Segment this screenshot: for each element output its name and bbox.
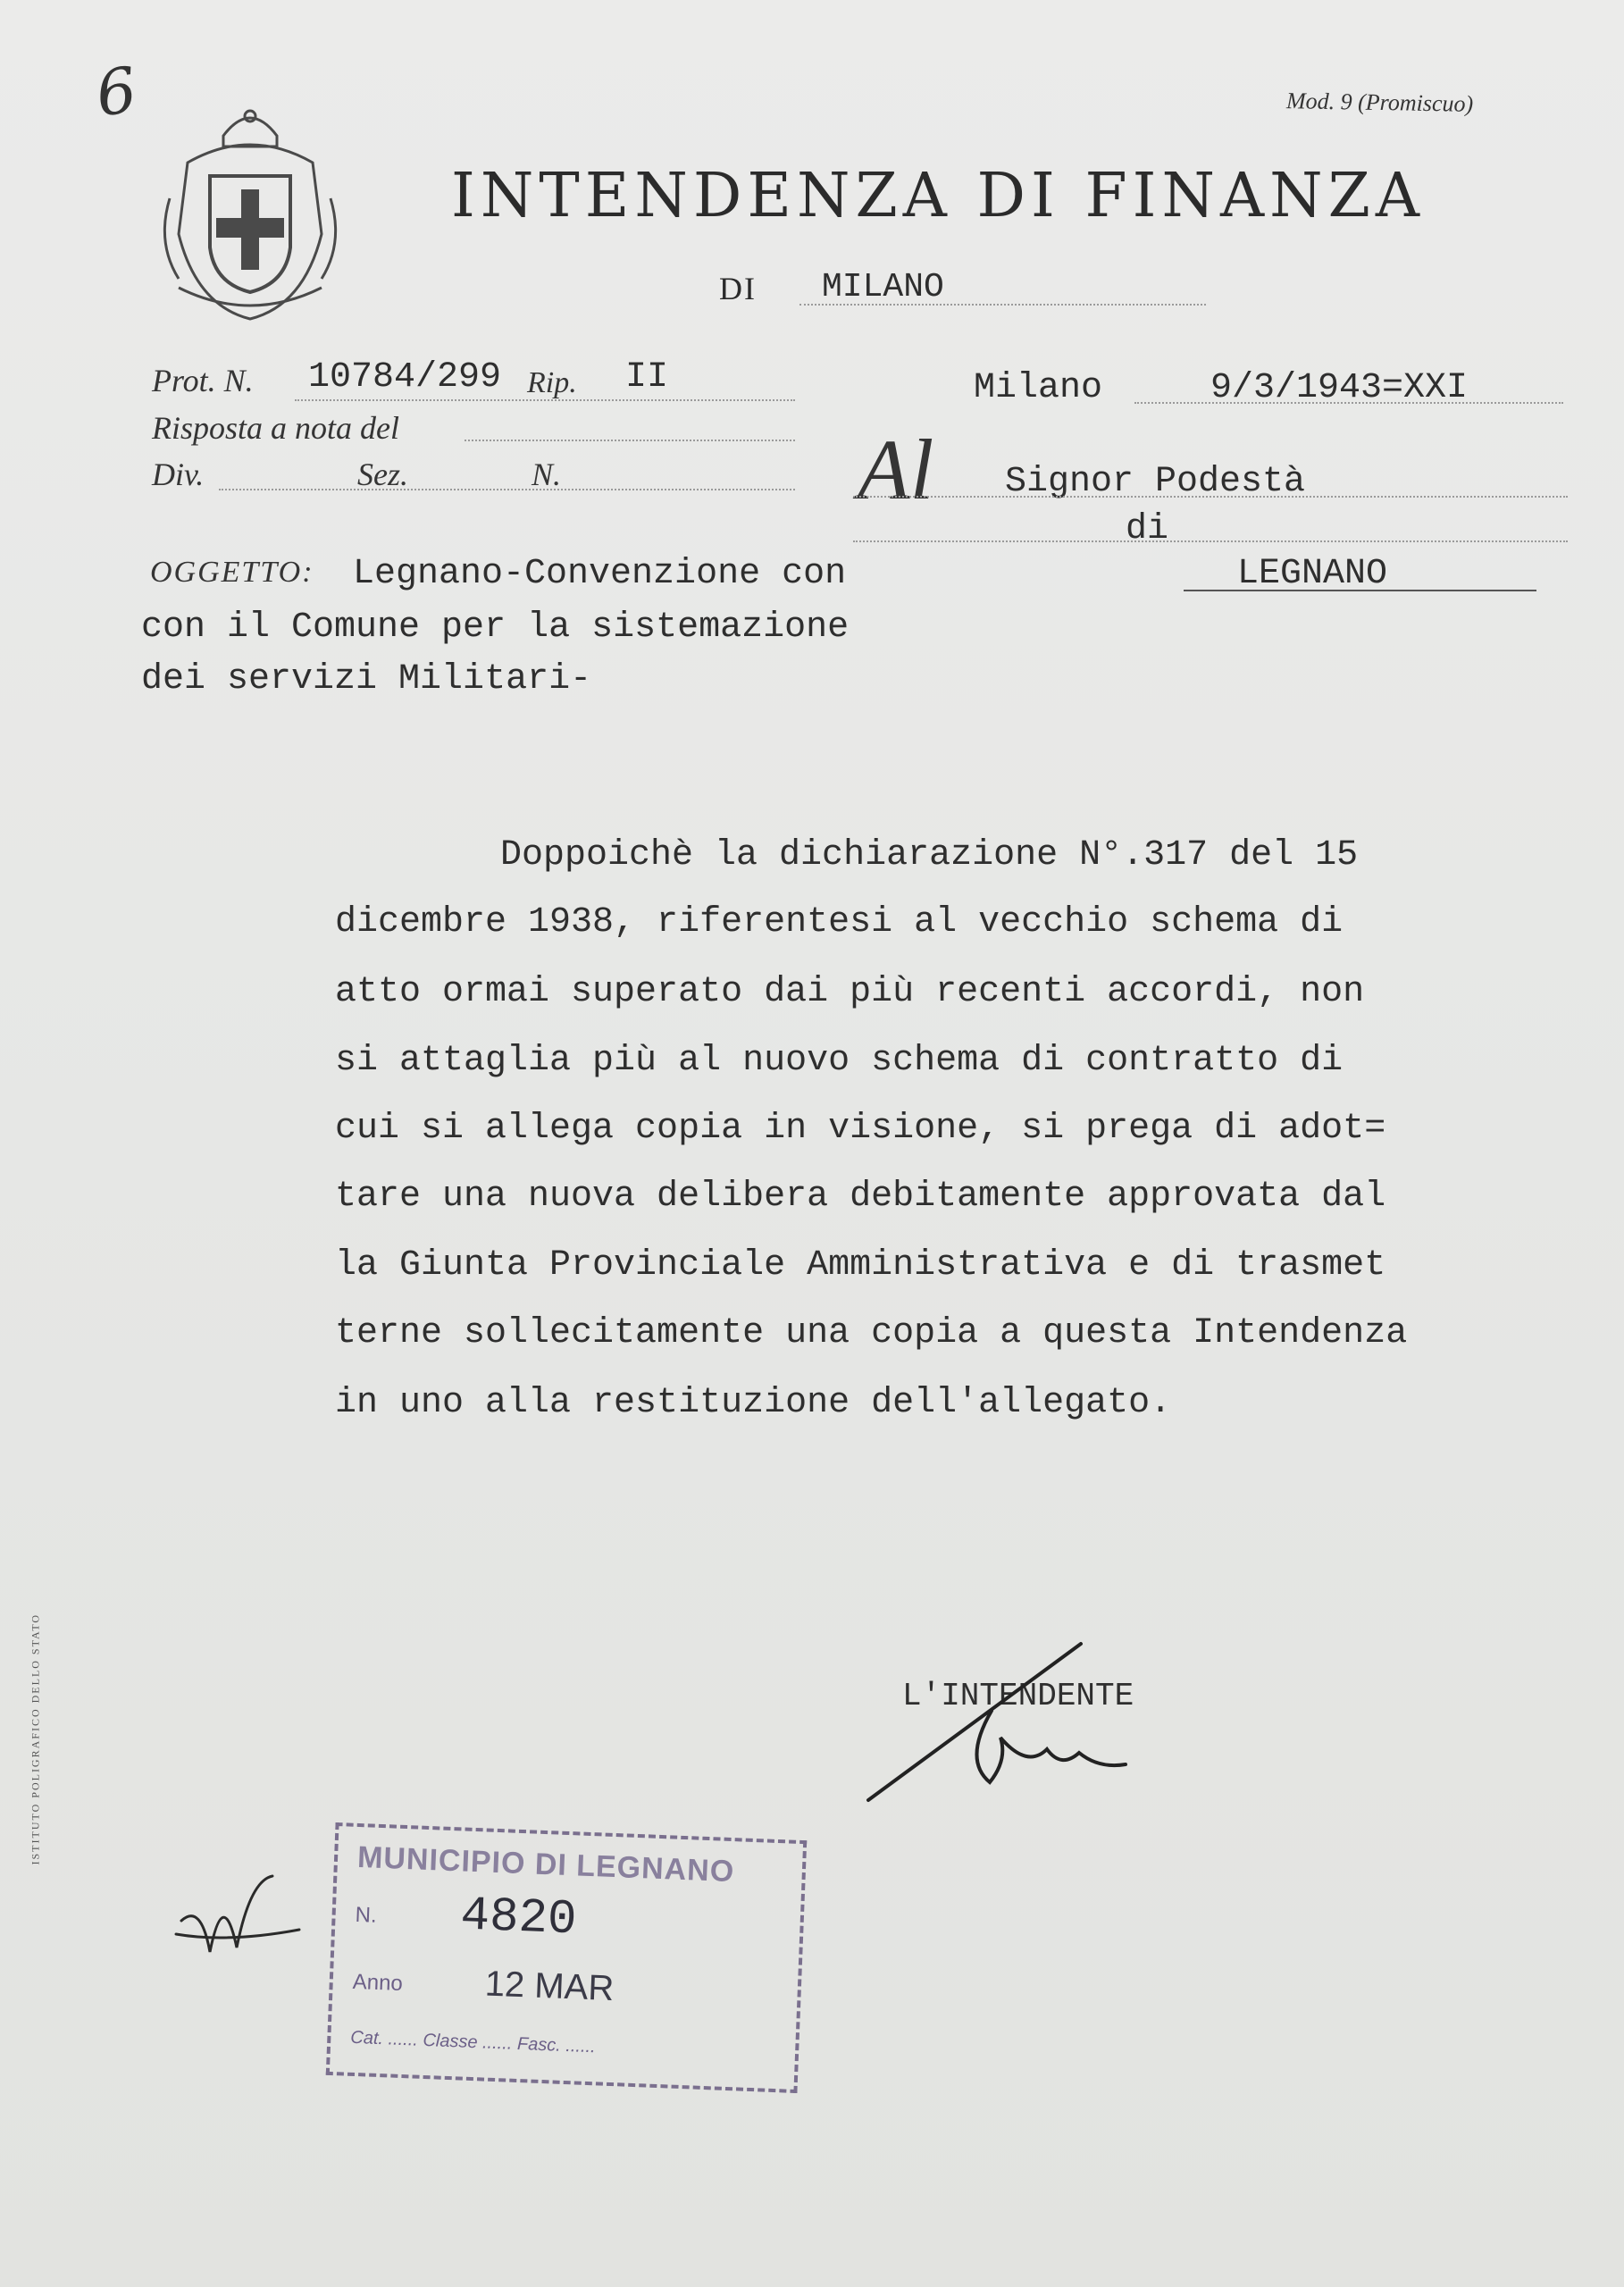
recipient-line2: di — [1126, 509, 1169, 549]
prot-label: Prot. N. — [152, 363, 254, 398]
body-line: la Giunta Provinciale Amministrativa e di trasmet — [335, 1245, 1386, 1286]
body-line: cui si allega copia in visione, si prega di adot= — [335, 1109, 1386, 1149]
risposta-label: Risposta a nota del — [152, 410, 399, 446]
sez-label: Sez. — [357, 457, 408, 492]
subject-line-2: con il Comune per la sistemazione — [141, 607, 850, 648]
body-line: terne sollecitamente una copia a questa Intendenza — [335, 1313, 1408, 1353]
signature-title: L'INTENDENTE — [902, 1678, 1134, 1714]
coat-of-arms-icon — [152, 100, 348, 332]
recipient-dotline-2 — [853, 540, 1568, 542]
rip-value: II — [625, 357, 669, 398]
al-label: Al — [858, 422, 934, 517]
date-place: Milano — [974, 368, 1103, 408]
stamp-year-label: Anno — [352, 1969, 404, 1996]
div-label: Div. — [152, 457, 205, 492]
subject-line-3: dei servizi Militari- — [141, 659, 592, 700]
document-date: 9/3/1943=XXI — [1210, 368, 1469, 408]
office-city: MILANO — [822, 268, 944, 306]
office-di-label: DI — [719, 271, 757, 306]
form-model-note: Mod. 9 (Promiscuo) — [1285, 88, 1474, 117]
rip-label: Rip. — [527, 366, 577, 399]
body-line: atto ormai superato dai più recenti accordi, non — [335, 972, 1365, 1012]
stamp-footer: Cat. ...... Classe ...... Fasc. ...... — [349, 2027, 597, 2057]
receipt-stamp — [326, 1822, 807, 2093]
printer-mark: ISTITUTO POLIGRAFICO DELLO STATO — [29, 1613, 42, 1865]
div-dotline — [219, 489, 795, 490]
stamp-number: 4820 — [459, 1889, 578, 1948]
body-line: si attaglia più al nuovo schema di contratto di — [335, 1041, 1344, 1081]
handwritten-initials — [174, 1867, 308, 1992]
recipient-dotline-1 — [853, 496, 1568, 498]
stamp-header: MUNICIPIO DI LEGNANO — [356, 1839, 735, 1889]
stamp-date: 12 MAR — [483, 1964, 615, 2009]
office-title: INTENDENZA DI FINANZA — [451, 161, 1425, 231]
risposta-dotline — [465, 440, 795, 441]
prot-number: 10784/299 — [308, 357, 502, 398]
recipient-city-underline — [1184, 590, 1536, 591]
page-number: 6 — [91, 53, 142, 131]
subject-label: OGGETTO: — [150, 556, 314, 589]
subject-line-1: Legnano-Convenzione con — [353, 554, 847, 594]
body-line: in uno alla restituzione dell'allegato. — [335, 1383, 1172, 1423]
body-line: dicembre 1938, riferentesi al vecchio schema di — [335, 902, 1344, 942]
date-dotline — [1134, 402, 1563, 404]
stamp-number-label: N. — [355, 1902, 378, 1928]
handwritten-signature — [858, 1635, 1152, 1814]
city-dotline — [799, 304, 1206, 306]
prot-dotline — [295, 399, 795, 401]
body-line: Doppoichè la dichiarazione N°.317 del 15 — [500, 835, 1359, 875]
body-line: tare una nuova delibera debitamente approvata dal — [335, 1177, 1386, 1217]
recipient-city: LEGNANO — [1237, 554, 1388, 594]
n-label: N. — [532, 457, 562, 492]
recipient-line1: Signor Podestà — [1005, 462, 1306, 502]
